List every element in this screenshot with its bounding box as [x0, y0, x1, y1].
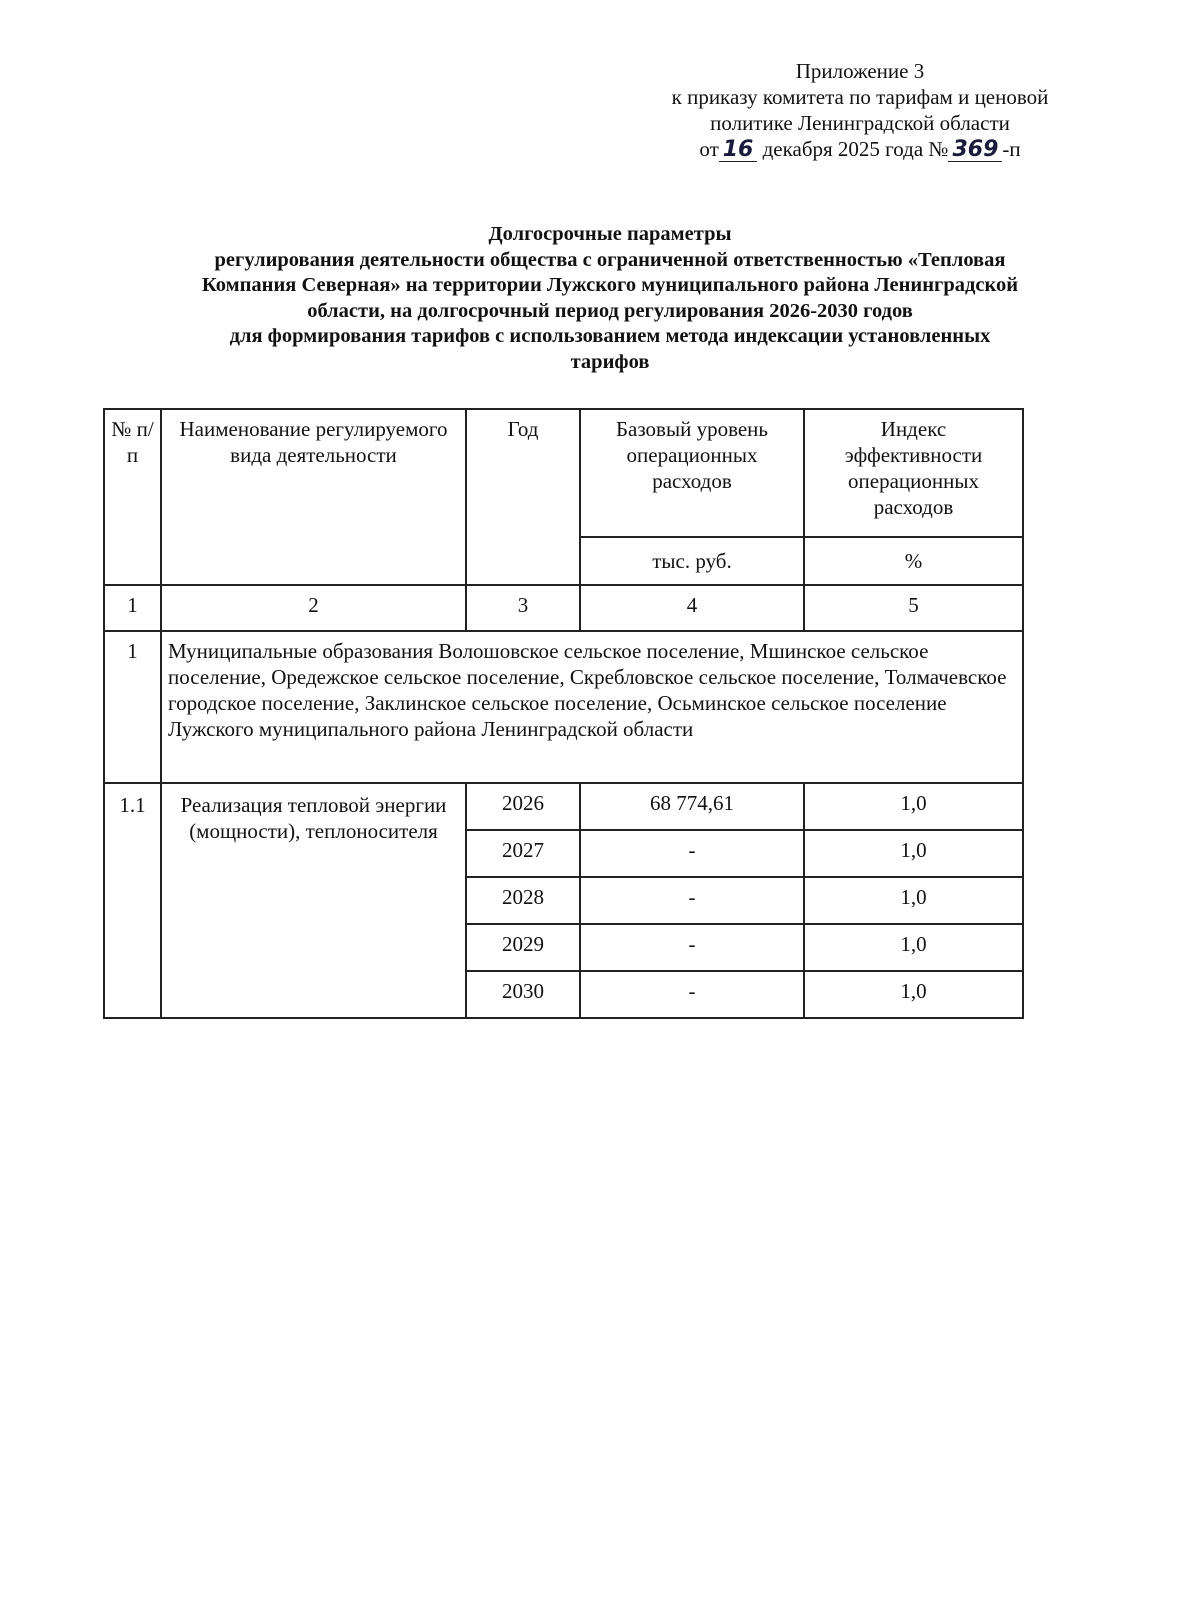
section-row	[104, 631, 1023, 783]
base-cell: 68 774,61	[580, 783, 804, 830]
header-num: № п/п	[104, 409, 161, 585]
index-cell: 1,0	[804, 971, 1023, 1018]
year-cell: 2029	[466, 924, 580, 971]
header-row	[104, 409, 1023, 537]
title-line-3: Компания Северная» на территории Лужского муниципального района Ленинградской	[201, 274, 1019, 296]
year-cell: 2028	[466, 877, 580, 924]
section-municipalities: Муниципальные образования Волошовское сельское поселение, Мшинское сельское поселение, Оредежское сельское поселение, Скребловское сельское поселение, Толмачевское городское поселение, Заклинское сельское поселение, Осьминское сельское поселение Лужского муниципального района Ленинградской области	[161, 631, 1023, 783]
table-row	[104, 783, 1023, 830]
header-base-unit: тыс. руб.	[580, 537, 804, 585]
index-cell: 1,0	[804, 783, 1023, 830]
title-line-2: регулирования деятельности общества с ограниченной ответственностью «Тепловая	[214, 248, 1006, 271]
appendix-order-ref: к приказу комитета по тарифам и ценовой	[671, 85, 1049, 109]
base-cell: -	[580, 924, 804, 971]
base-cell: -	[580, 830, 804, 877]
year-cell: 2026	[466, 783, 580, 830]
column-number: 2	[161, 585, 466, 631]
column-number: 5	[804, 585, 1023, 631]
header-activity: Наименование регулируемого вида деятельности	[161, 409, 466, 585]
column-number: 1	[104, 585, 161, 631]
index-cell: 1,0	[804, 830, 1023, 877]
column-numbers-row	[104, 585, 1023, 631]
title-line-1: Долгосрочные параметры	[488, 223, 732, 245]
date-prefix: от	[699, 137, 719, 161]
title-line-6: тарифов	[570, 350, 650, 373]
item-num: 1.1	[104, 783, 161, 1018]
title-line-4: области, на долгосрочный период регулирования 2026-2030 годов	[307, 299, 913, 322]
handwritten-day: 16	[719, 139, 758, 162]
appendix-number: Приложение 3	[795, 59, 925, 83]
base-cell: -	[580, 877, 804, 924]
year-cell: 2030	[466, 971, 580, 1018]
parameters-table	[103, 408, 1024, 1019]
header-year: Год	[466, 409, 580, 585]
header-index-unit: %	[804, 537, 1023, 585]
index-cell: 1,0	[804, 877, 1023, 924]
order-suffix: -п	[1002, 137, 1021, 161]
section-num: 1	[104, 631, 161, 783]
appendix-committee: политике Ленинградской области	[710, 111, 1010, 135]
column-number: 3	[466, 585, 580, 631]
appendix-header	[600, 58, 1120, 162]
index-cell: 1,0	[804, 924, 1023, 971]
date-middle: декабря 2025 года №	[762, 137, 949, 161]
document-title	[100, 222, 1120, 375]
base-cell: -	[580, 971, 804, 1018]
appendix-date-line	[600, 136, 1120, 162]
header-base-level: Базовый уровень операционных расходов	[580, 409, 804, 537]
column-number: 4	[580, 585, 804, 631]
year-cell: 2027	[466, 830, 580, 877]
header-index: Индекс эффективности операционных расходов	[804, 409, 1023, 537]
handwritten-order-number: 369	[948, 139, 1002, 162]
item-name: Реализация тепловой энергии (мощности), теплоносителя	[161, 783, 466, 1018]
title-line-5: для формирования тарифов с использованием метода индексации установленных	[229, 325, 991, 347]
